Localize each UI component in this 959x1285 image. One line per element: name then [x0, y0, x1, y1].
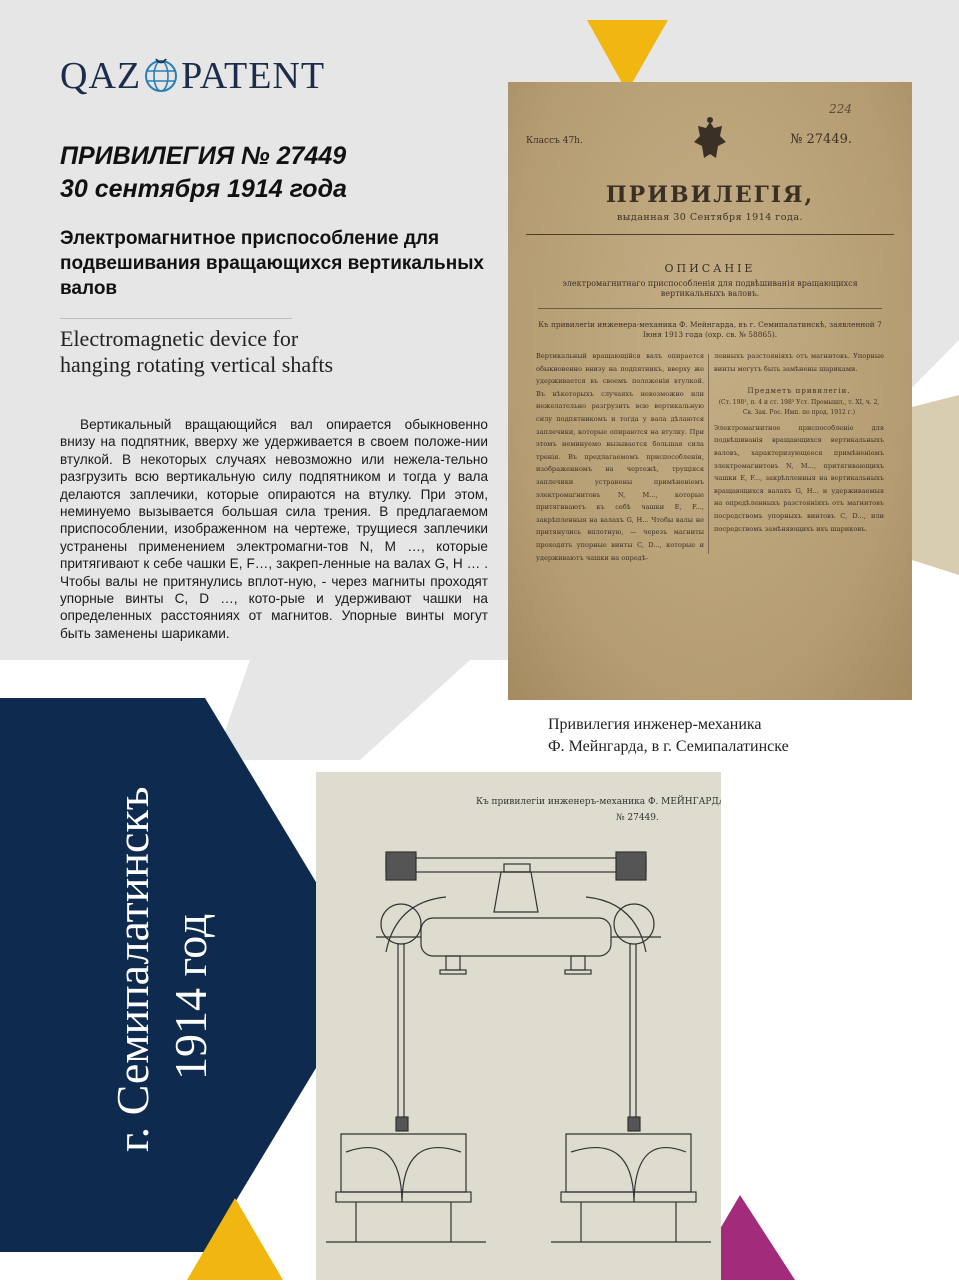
- caption-line-1: Привилегия инженер-механика: [548, 716, 762, 733]
- document-caption: [548, 714, 789, 758]
- doc-col2-top: ленныхъ разстояніяхъ отъ магнитовъ. Упорные винты могутъ быть замѣнены шариками.: [714, 352, 884, 373]
- grey-lower-shape: [215, 660, 470, 760]
- doc-opisanie-sub: электромагнитнаго приспособленія для подвѣшиванія вращающихся вертикальныхъ валовъ.: [562, 279, 858, 298]
- doc-col2-law: (Ст. 198¹, п. 4 и ст. 198³ Уст. Промышл., т. XI, ч. 2, Св. Зак. Рос. Имп. по прод. 1912 г.): [718, 398, 880, 416]
- doc-heading: ПРИВИЛЕГІЯ,: [605, 182, 815, 208]
- page-title: [60, 140, 347, 206]
- doc-number: № 27449.: [790, 132, 852, 147]
- doc-col2-heading: Предметъ привилегіи.: [747, 387, 851, 396]
- title-line-2: 30 сентября 1914 года: [60, 175, 347, 203]
- logo-text-right: PATENT: [181, 55, 326, 97]
- subtitle-en-line-1: Electromagnetic device for: [60, 326, 299, 351]
- qazpatent-logo: [60, 52, 325, 100]
- doc-class: Классъ 47h.: [526, 136, 583, 146]
- drawing-svg: [316, 772, 721, 1280]
- vertical-location-label: [104, 592, 224, 1152]
- patent-document-scan: [508, 82, 912, 700]
- subtitle-english: [60, 326, 333, 378]
- logo-text-left: QAZ: [60, 55, 142, 97]
- vertical-label-line-1: г. Семипалатинскъ: [107, 786, 158, 1152]
- doc-column-2: [714, 350, 884, 535]
- doc-opisanie: ОПИСАНІЕ: [664, 262, 756, 275]
- title-line-1: ПРИВИЛЕГИЯ № 27449: [60, 142, 347, 170]
- handwritten-number: 224: [829, 102, 852, 116]
- subtitle-russian: Электромагнитное приспособление для подвешивания вращающихся вертикальных валов: [60, 228, 485, 299]
- doc-col2-body: Электромагнитное приспособленіе для подвѣшиванія вращающихся вертикальныхъ валовъ, характеризующееся примѣненіемъ электромагнитовъ N, M..., притягивающихъ чашки E, F..., закрѣпленныя на вертикальныхъ вращающихся валахъ G, H... и удерживаемыя на опредѣленныхъ разстояніяхъ отъ магнитовъ посредствомъ упорныхъ винтовъ C, D..., или посредствомъ замѣняющихъ ихъ шариковъ.: [714, 423, 884, 533]
- description-text: Вертикальный вращающийся вал опирается обыкновенно внизу на подпятник, вверху же удерживается в своем положе-нии втулкой. В некоторых случаях невозможно или нежела-тельно разгрузить всю вертикальную силу подпятником и тогда у вала делаются заплечики, которые опираются на втулку. При этом, неминуемо вызывается большая сила трения. В предлагаемом приспособлении, изображенном на чертеже, трущиеся заплечики устранены применением электромагни-тов N, M …, которые притягивают к себе чашки E, F…, закреп-ленные на валах G, H … . Чтобы валы не притянулись вплот-ную, - через магниты проходят упорные винты C, D …, кото-рые и удерживают чашки на определенных расстояниях от магнитов. Упорные винты могут быть заменены шариками.: [60, 417, 488, 641]
- drawing-header-2: № 27449.: [616, 813, 659, 823]
- subtitle-en-line-2: hanging rotating vertical shafts: [60, 352, 334, 377]
- vertical-label-line-2: 1914 год: [165, 913, 216, 1080]
- drawing-header-1: Къ привилегіи инженеръ-механика Ф. МЕЙНГАРДА.: [476, 797, 721, 807]
- divider: [60, 318, 292, 319]
- doc-column-1: Вертикальный вращающійся валъ опирается обыкновенно внизу на подпятникъ, вверху же удерживается въ своемъ положеніи втулкой. Въ нѣкоторыхъ случаяхъ невозможно или нежелательно разгрузить всю вертикальную силу подпятникомъ и тогда у вала дѣлаются заплечики, которые опираются на втулку. При этомъ неминуемо вызывается большая сила тренія. Въ предлагаемомъ приспособленіи, изображенномъ на чертежѣ, трущіяся заплечики устранены примѣненіемъ электромагнитовъ N, M..., которые притягиваютъ къ себѣ чашки E, F..., закрѣпленныя на валахъ G, H... Чтобы валы не притянулись вплотную, — черезъ магниты проходятъ упорные винты C, D..., которые и удерживаютъ чашки на опредѣ-: [536, 352, 704, 562]
- caption-line-2: Ф. Мейнгарда, в г. Семипалатинске: [548, 738, 789, 755]
- doc-date: выданная 30 Сентября 1914 года.: [616, 212, 804, 223]
- globe-icon: [143, 58, 179, 94]
- eagle-emblem-icon: [690, 116, 730, 166]
- technical-drawing: [316, 772, 721, 1280]
- doc-reference: Къ привилегіи инженера-механика Ф. Мейнгарда, въ г. Семипалатинскѣ, заявленной 7 Іюня 1913 года (охр. св. № 58865).: [538, 320, 882, 339]
